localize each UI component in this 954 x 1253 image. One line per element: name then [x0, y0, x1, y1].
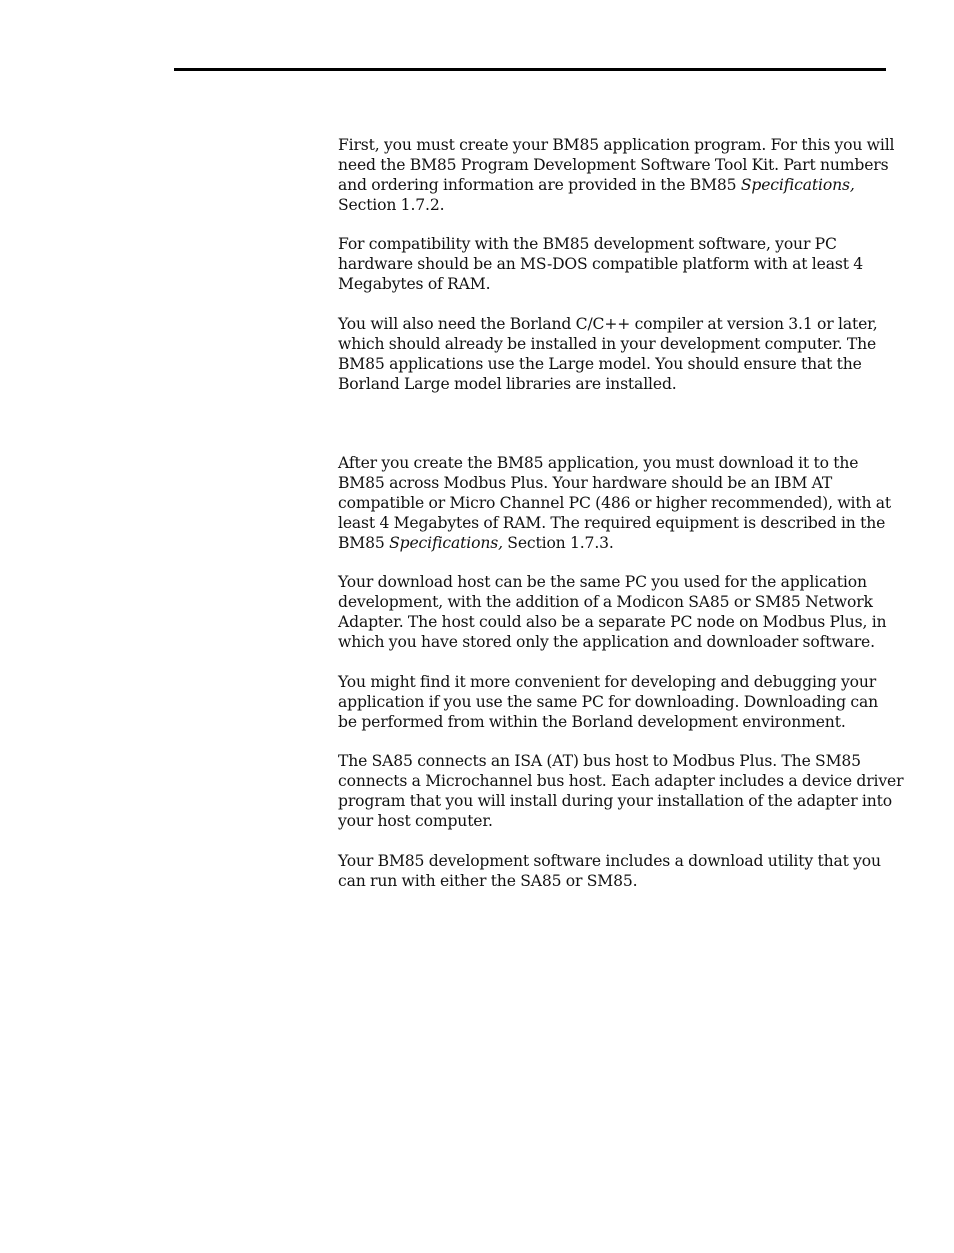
text-line: and ordering information are provided in the BM85 Specifications,: [338, 175, 855, 194]
text-line: Adapter. The host could also be a separate PC node on Modbus Plus, in: [338, 613, 887, 632]
paragraph-spacer: [338, 295, 894, 315]
paragraph-spacer: [338, 554, 894, 574]
text-line: The SA85 connects an ISA (AT) bus host to Modbus Plus. The SM85: [338, 752, 861, 771]
text-line: BM85 Specifications, Section 1.7.3.: [338, 533, 614, 552]
paragraph-spacer: [338, 653, 894, 673]
text-line: Borland Large model libraries are installed.: [338, 374, 677, 393]
paragraph-adapters: [338, 752, 904, 832]
text-line: You might find it more convenient for developing and debugging your: [338, 672, 877, 691]
paragraph-download-host: [338, 573, 894, 653]
italic-reference: Specifications,: [740, 175, 855, 194]
paragraph-convenience: [338, 673, 894, 733]
text-line: You will also need the Borland C/C++ compiler at version 3.1 or later,: [338, 314, 878, 333]
header-rule: [174, 68, 886, 71]
text-line: Your BM85 development software includes a download utility that you: [338, 851, 881, 870]
text-line: hardware should be an MS-DOS compatible platform with at least 4: [338, 255, 864, 274]
text-line: For compatibility with the BM85 development software, your PC: [338, 235, 837, 254]
text-line: your host computer.: [338, 812, 493, 831]
paragraph-pc-compatibility: [338, 235, 894, 295]
text-line: Your download host can be the same PC you used for the application: [338, 573, 867, 592]
document-body: [338, 136, 904, 892]
text-line: which you have stored only the application and downloader software.: [338, 633, 875, 652]
text-line: be performed from within the Borland development environment.: [338, 712, 846, 731]
text-line: Megabytes of RAM.: [338, 275, 491, 294]
text-line: BM85 applications use the Large model. You should ensure that the: [338, 354, 862, 373]
text-line: development, with the addition of a Modicon SA85 or SM85 Network: [338, 593, 873, 612]
text-line: need the BM85 Program Development Software Tool Kit. Part numbers: [338, 155, 889, 174]
text-line: which should already be installed in your development computer. The: [338, 334, 877, 353]
text-line: First, you must create your BM85 application program. For this you will: [338, 136, 895, 154]
paragraph-download-application: [338, 454, 894, 554]
paragraph-spacer: [338, 832, 894, 852]
text-line: can run with either the SA85 or SM85.: [338, 871, 638, 890]
text-line: application if you use the same PC for downloading. Downloading can: [338, 692, 879, 711]
section-spacer: [338, 395, 894, 455]
text-line: Section 1.7.2.: [338, 195, 445, 214]
italic-reference: Specifications,: [389, 533, 503, 552]
text-line: program that you will install during your installation of the adapter into: [338, 792, 892, 811]
paragraph-download-utility: [338, 852, 894, 892]
paragraph-borland-compiler: [338, 315, 894, 395]
text-line: compatible or Micro Channel PC (486 or higher recommended), with at: [338, 493, 892, 512]
paragraph-spacer: [338, 216, 894, 236]
text-line: After you create the BM85 application, you must download it to the: [338, 454, 859, 473]
paragraph-create-application: [338, 136, 894, 216]
text-line: least 4 Megabytes of RAM. The required equipment is described in the: [338, 513, 886, 532]
text-line: connects a Microchannel bus host. Each adapter includes a device driver: [338, 772, 904, 791]
text-line: BM85 across Modbus Plus. Your hardware should be an IBM AT: [338, 473, 833, 492]
paragraph-spacer: [338, 733, 894, 753]
